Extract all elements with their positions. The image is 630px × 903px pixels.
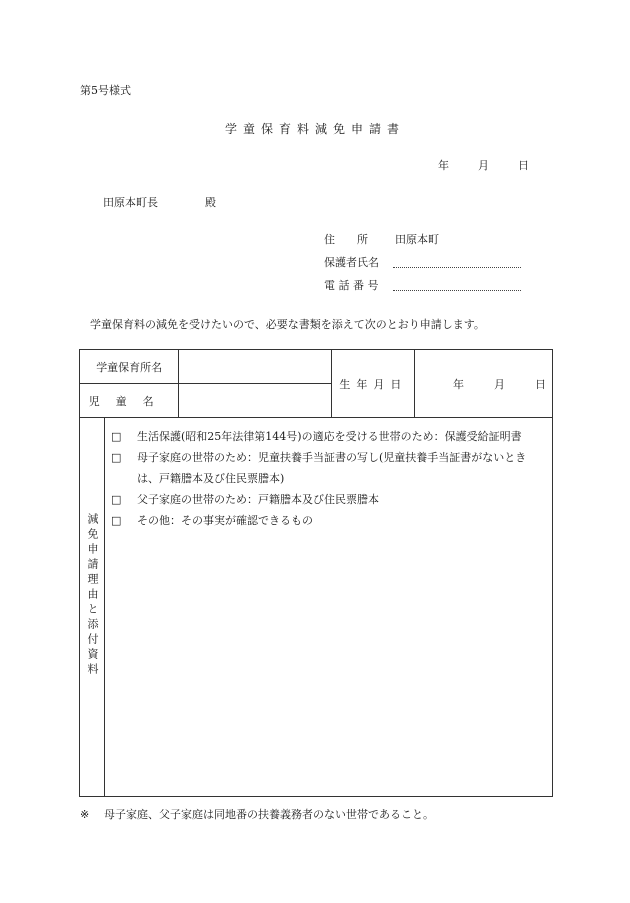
child-name-field[interactable]	[179, 384, 332, 418]
footnote	[80, 806, 434, 822]
addressee-name: 田原本町長	[103, 196, 158, 209]
address-value[interactable]: 田原本町	[395, 233, 439, 246]
reason-option[interactable]	[111, 447, 546, 489]
reason-option[interactable]	[111, 510, 546, 531]
address-label: 住 所	[324, 233, 368, 246]
birth-date-label: 生年月日	[332, 350, 415, 418]
facility-field[interactable]	[179, 350, 332, 384]
guardian-name-label: 保護者氏名	[324, 256, 379, 269]
reason-text: 父子家庭の世帯のため：戸籍謄本及び住民票謄本	[137, 493, 379, 506]
addressee-honorific: 殿	[205, 196, 216, 209]
birth-month: 月	[494, 377, 505, 391]
child-name-label: 児童名	[80, 384, 179, 418]
intro-text: 学童保育料の減免を受けたいので、必要な書類を添えて次のとおり申請します。	[90, 318, 485, 331]
date-month: 月	[478, 159, 489, 172]
phone-field[interactable]	[393, 290, 521, 291]
checkbox[interactable]: □	[111, 430, 122, 443]
reason-text: 母子家庭の世帯のため：児童扶養手当証書の写し(児童扶養手当証書がないときは、戸籍謄本及び住民票謄本)	[137, 451, 527, 485]
reason-list	[105, 418, 553, 797]
reason-label-cell	[80, 418, 105, 797]
guardian-name-field[interactable]	[393, 267, 521, 268]
birth-day: 日	[535, 377, 546, 391]
date-line	[438, 157, 529, 173]
date-year: 年	[438, 159, 449, 172]
reason-option[interactable]	[111, 489, 546, 510]
birth-year: 年	[453, 377, 464, 391]
birth-date-field[interactable]	[415, 350, 553, 418]
phone-label: 電 話 番 号	[324, 279, 379, 292]
checkbox[interactable]: □	[111, 514, 122, 527]
application-table	[79, 349, 553, 797]
footnote-text: 母子家庭、父子家庭は同地番の扶養義務者のない世帯であること。	[104, 808, 434, 821]
reason-option[interactable]	[111, 426, 546, 447]
reason-text: その他：その事実が確認できるもの	[137, 514, 313, 527]
reason-label: 減免申請理由と添付資料	[86, 513, 99, 678]
checkbox[interactable]: □	[111, 451, 122, 464]
checkbox[interactable]: □	[111, 493, 122, 506]
footnote-mark: ※	[80, 808, 90, 821]
form-number: 第5号様式	[80, 84, 131, 97]
document-title: 学童保育料減免申請書	[224, 122, 405, 136]
date-day: 日	[518, 159, 529, 172]
reason-text: 生活保護(昭和25年法律第144号)の適応を受ける世帯のため：保護受給証明書	[137, 430, 522, 443]
facility-label: 学童保育所名	[80, 350, 179, 384]
